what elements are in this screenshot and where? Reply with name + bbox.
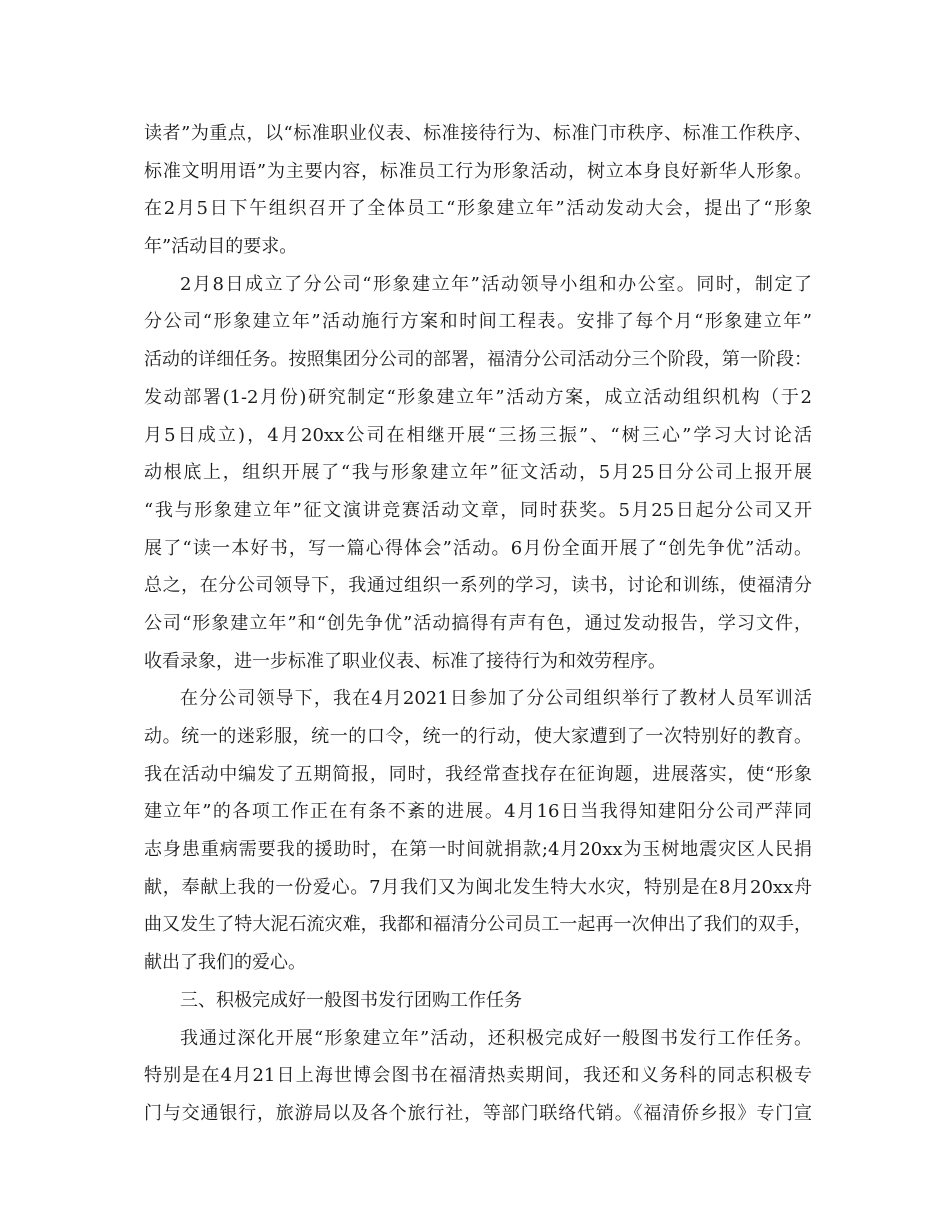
paragraph-first-line: 在分公司领导下，我在4月2021日参加了分公司组织举行了教材人员军训活 [180,688,812,710]
text-line: 分公司“形象建立年”活动施行方案和时间工程表。安排了每个月“形象建立年” [144,311,812,333]
text-line: 动。统一的迷彩服，统一的口令，统一的行动，使大家遭到了一次特别好的教育。 [144,726,812,747]
text-line: 在2月5日下午组织召开了全体员工“形象建立年”活动发动大会，提出了“形象 [144,198,812,220]
paragraph-first-line: 我通过深化开展“形象建立年”活动，还积极完成好一般图书发行工作任务。 [180,1027,812,1049]
text-line: 展了“读一本好书，写一篇心得体会”活动。6月份全面开展了“创先争优”活动。 [144,537,812,559]
text-line: 动根底上，组织开展了“我与形象建立年”征文活动，5月25日分公司上报开展 [144,462,812,484]
text-line: 门与交通银行，旅游局以及各个旅行社，等部门联络代销。《福清侨乡报》专门宣 [144,1102,812,1124]
document-body [144,115,812,1133]
text-line: 公司“形象建立年”和“创先争优”活动搞得有声有色，通过发动报告，学习文件， [144,612,812,634]
text-line: 读者”为重点，以“标准职业仪表、标准接待行为、标准门市秩序、标准工作秩序、 [144,123,812,144]
text-line: 我在活动中编发了五期简报，同时，我经常查找存在征询题，进展落实，使“形象 [144,763,812,785]
text-line: 特别是在4月21日上海世博会图书在福清热卖期间，我还和义务科的同志积极专 [144,1065,812,1087]
text-line: 发动部署(1-2月份)研究制定“形象建立年”活动方案，成立活动组织机构（于2 [144,386,812,408]
text-line: 活动的详细任务。按照集团分公司的部署，福清分公司活动分三个阶段，第一阶段： [144,349,812,371]
text-line: 年”活动目的要求。 [144,236,298,258]
text-line: 收看录象，进一步标准了职业仪表、标准了接待行为和效劳程序。 [144,650,666,672]
text-line: 总之，在分公司领导下，我通过组织一系列的学习，读书，讨论和训练，使福清分 [144,575,812,597]
section-heading: 三、积极完成好一般图书发行团购工作任务 [180,989,522,1011]
text-line: “我与形象建立年”征文演讲竞赛活动文章，同时获奖。5月25日起分公司又开 [144,499,812,521]
paragraph-first-line: 2月8日成立了分公司“形象建立年”活动领导小组和办公室。同时，制定了 [180,273,812,295]
text-line: 志身患重病需要我的援助时，在第一时间就捐款;4月20xx为玉树地震灾区人民捐 [144,839,812,861]
text-line: 月5日成立)，4月20xx公司在相继开展“三扬三振”、“树三心”学习大讨论活 [144,424,812,446]
text-line: 曲又发生了特大泥石流灾难，我都和福清分公司员工一起再一次伸出了我们的双手， [144,914,812,936]
text-line: 建立年”的各项工作正在有条不紊的进展。4月16日当我得知建阳分公司严萍同 [144,801,812,823]
text-line: 标准文明用语”为主要内容，标准员工行为形象活动，树立本身良好新华人形象。 [144,160,812,182]
text-line: 献，奉献上我的一份爱心。7月我们又为闽北发生特大水灾，特别是在8月20xx舟 [144,876,812,898]
text-line: 献出了我们的爱心。 [144,952,306,974]
